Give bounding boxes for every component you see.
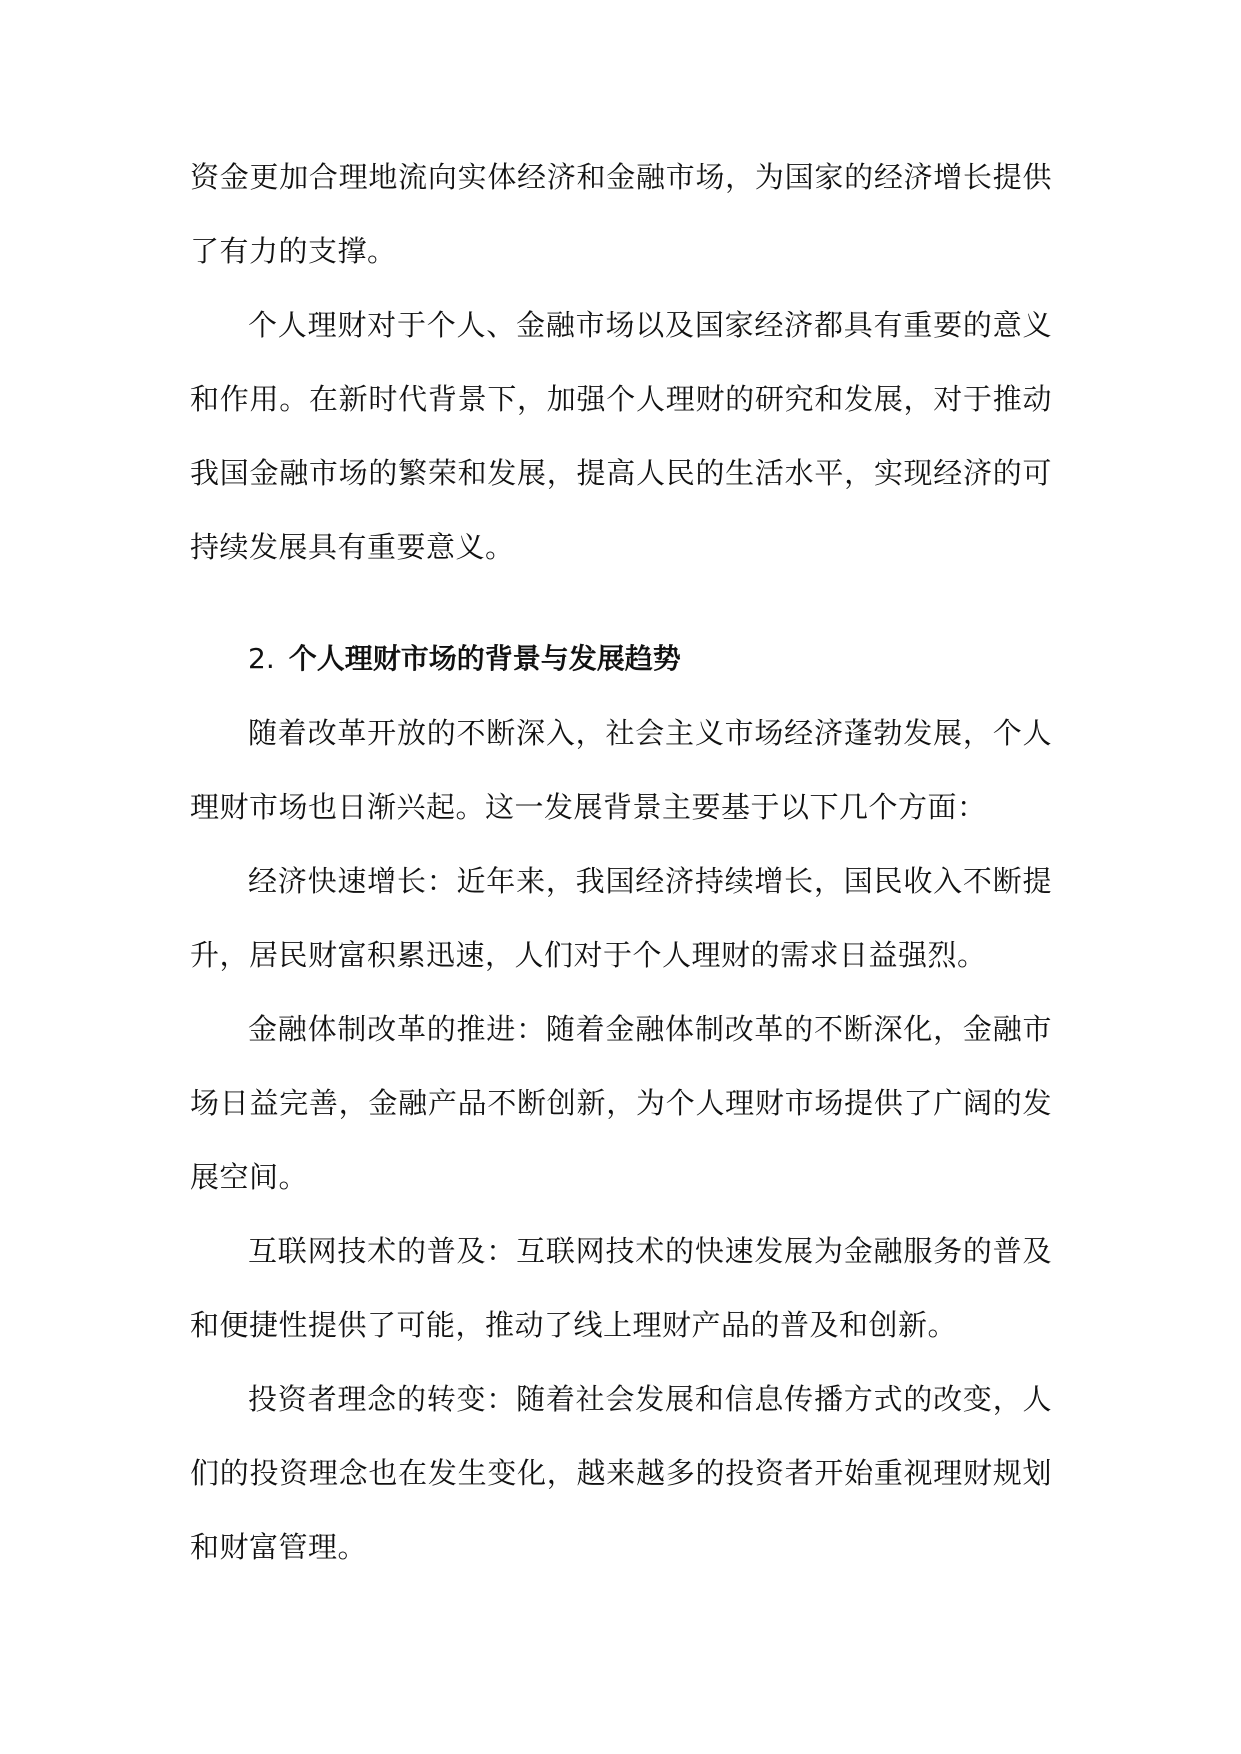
paragraph: 个人理财对于个人、金融市场以及国家经济都具有重要的意义和作用。在新时代背景下，加强个人理财的研究和发展，对于推动我国金融市场的繁荣和发展，提高人民的生活水平，实现经济的可持续发展具有重要意义。: [190, 308, 1052, 564]
paragraph: 互联网技术的普及：互联网技术的快速发展为金融服务的普及和便捷性提供了可能，推动了线上理财产品的普及和创新。: [190, 1234, 1052, 1342]
paragraph: 随着改革开放的不断深入，社会主义市场经济蓬勃发展，个人理财市场也日渐兴起。这一发展背景主要基于以下几个方面：: [190, 716, 1052, 824]
paragraph: 经济快速增长：近年来，我国经济持续增长，国民收入不断提升，居民财富积累迅速，人们对于个人理财的需求日益强烈。: [190, 864, 1052, 972]
paragraph-continued: 资金更加合理地流向实体经济和金融市场，为国家的经济增长提供了有力的支撑。: [190, 160, 1052, 268]
paragraph: 金融体制改革的推进：随着金融体制改革的不断深化，金融市场日益完善，金融产品不断创新，为个人理财市场提供了广阔的发展空间。: [190, 1012, 1052, 1194]
section-heading: [190, 622, 1052, 696]
section-title: 个人理财市场的背景与发展趋势: [288, 642, 681, 675]
document-body: [190, 140, 1052, 1584]
paragraph: 投资者理念的转变：随着社会发展和信息传播方式的改变，人们的投资理念也在发生变化，越来越多的投资者开始重视理财规划和财富管理。: [190, 1382, 1052, 1564]
section-number: 2.: [248, 642, 275, 675]
